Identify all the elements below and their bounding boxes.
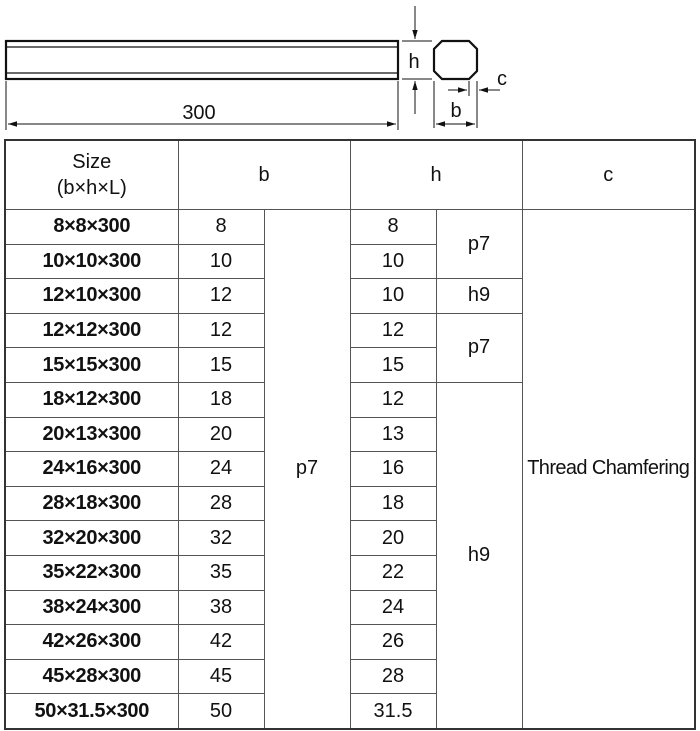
b-value-cell: 24 [178, 452, 264, 487]
cross-section [434, 41, 477, 79]
b-value-cell: 15 [178, 348, 264, 383]
width-label: b [450, 100, 462, 122]
b-value-cell: 35 [178, 555, 264, 590]
h-value-cell: 24 [350, 590, 436, 625]
size-cell: 35×22×300 [5, 555, 178, 590]
header-c: c [522, 140, 695, 210]
h-value-cell: 16 [350, 452, 436, 487]
h-value-cell: 20 [350, 521, 436, 556]
size-cell: 20×13×300 [5, 417, 178, 452]
b-value-cell: 38 [178, 590, 264, 625]
table-header-row [5, 140, 695, 210]
h-value-cell: 8 [350, 210, 436, 245]
size-cell: 12×10×300 [5, 279, 178, 314]
c-value-cell: Thread Chamfering [522, 210, 695, 729]
b-value-cell: 32 [178, 521, 264, 556]
header-h: h [350, 140, 522, 210]
size-cell: 15×15×300 [5, 348, 178, 383]
length-label: 300 [182, 102, 216, 124]
b-value-cell: 50 [178, 694, 264, 729]
size-cell: 28×18×300 [5, 486, 178, 521]
h-value-cell: 18 [350, 486, 436, 521]
h-tolerance-cell: p7 [436, 210, 522, 279]
h-value-cell: 26 [350, 625, 436, 660]
b-value-cell: 20 [178, 417, 264, 452]
h-value-cell: 12 [350, 313, 436, 348]
header-b: b [178, 140, 350, 210]
b-value-cell: 12 [178, 313, 264, 348]
b-value-cell: 12 [178, 279, 264, 314]
h-value-cell: 31.5 [350, 694, 436, 729]
b-tolerance-cell: p7 [264, 210, 350, 729]
b-value-cell: 8 [178, 210, 264, 245]
size-cell: 42×26×300 [5, 625, 178, 660]
h-value-cell: 10 [350, 279, 436, 314]
h-value-cell: 10 [350, 244, 436, 279]
h-value-cell: 22 [350, 555, 436, 590]
b-value-cell: 10 [178, 244, 264, 279]
h-value-cell: 12 [350, 382, 436, 417]
h-tolerance-cell: p7 [436, 313, 522, 382]
size-cell: 8×8×300 [5, 210, 178, 245]
b-value-cell: 42 [178, 625, 264, 660]
length-dimension [6, 81, 398, 130]
height-dimension [402, 6, 432, 114]
size-cell: 18×12×300 [5, 382, 178, 417]
b-value-cell: 28 [178, 486, 264, 521]
b-value-cell: 18 [178, 382, 264, 417]
header-size-line2: (b×h×L) [56, 177, 127, 199]
width-dimension [434, 81, 477, 128]
height-label: h [408, 51, 420, 73]
h-value-cell: 28 [350, 659, 436, 694]
size-cell: 32×20×300 [5, 521, 178, 556]
spec-table [4, 139, 696, 730]
bar-side-view [6, 41, 398, 79]
h-value-cell: 13 [350, 417, 436, 452]
h-tolerance-cell: h9 [436, 279, 522, 314]
size-cell: 45×28×300 [5, 659, 178, 694]
header-size-line1: Size [72, 151, 112, 173]
size-cell: 38×24×300 [5, 590, 178, 625]
chamfer-label: c [497, 68, 507, 90]
header-size [5, 140, 178, 210]
table-row [5, 210, 695, 245]
size-cell: 10×10×300 [5, 244, 178, 279]
h-tolerance-cell: h9 [436, 382, 522, 728]
key-stock-drawing [0, 0, 700, 138]
size-cell: 12×12×300 [5, 313, 178, 348]
size-cell: 24×16×300 [5, 452, 178, 487]
h-value-cell: 15 [350, 348, 436, 383]
b-value-cell: 45 [178, 659, 264, 694]
size-cell: 50×31.5×300 [5, 694, 178, 729]
